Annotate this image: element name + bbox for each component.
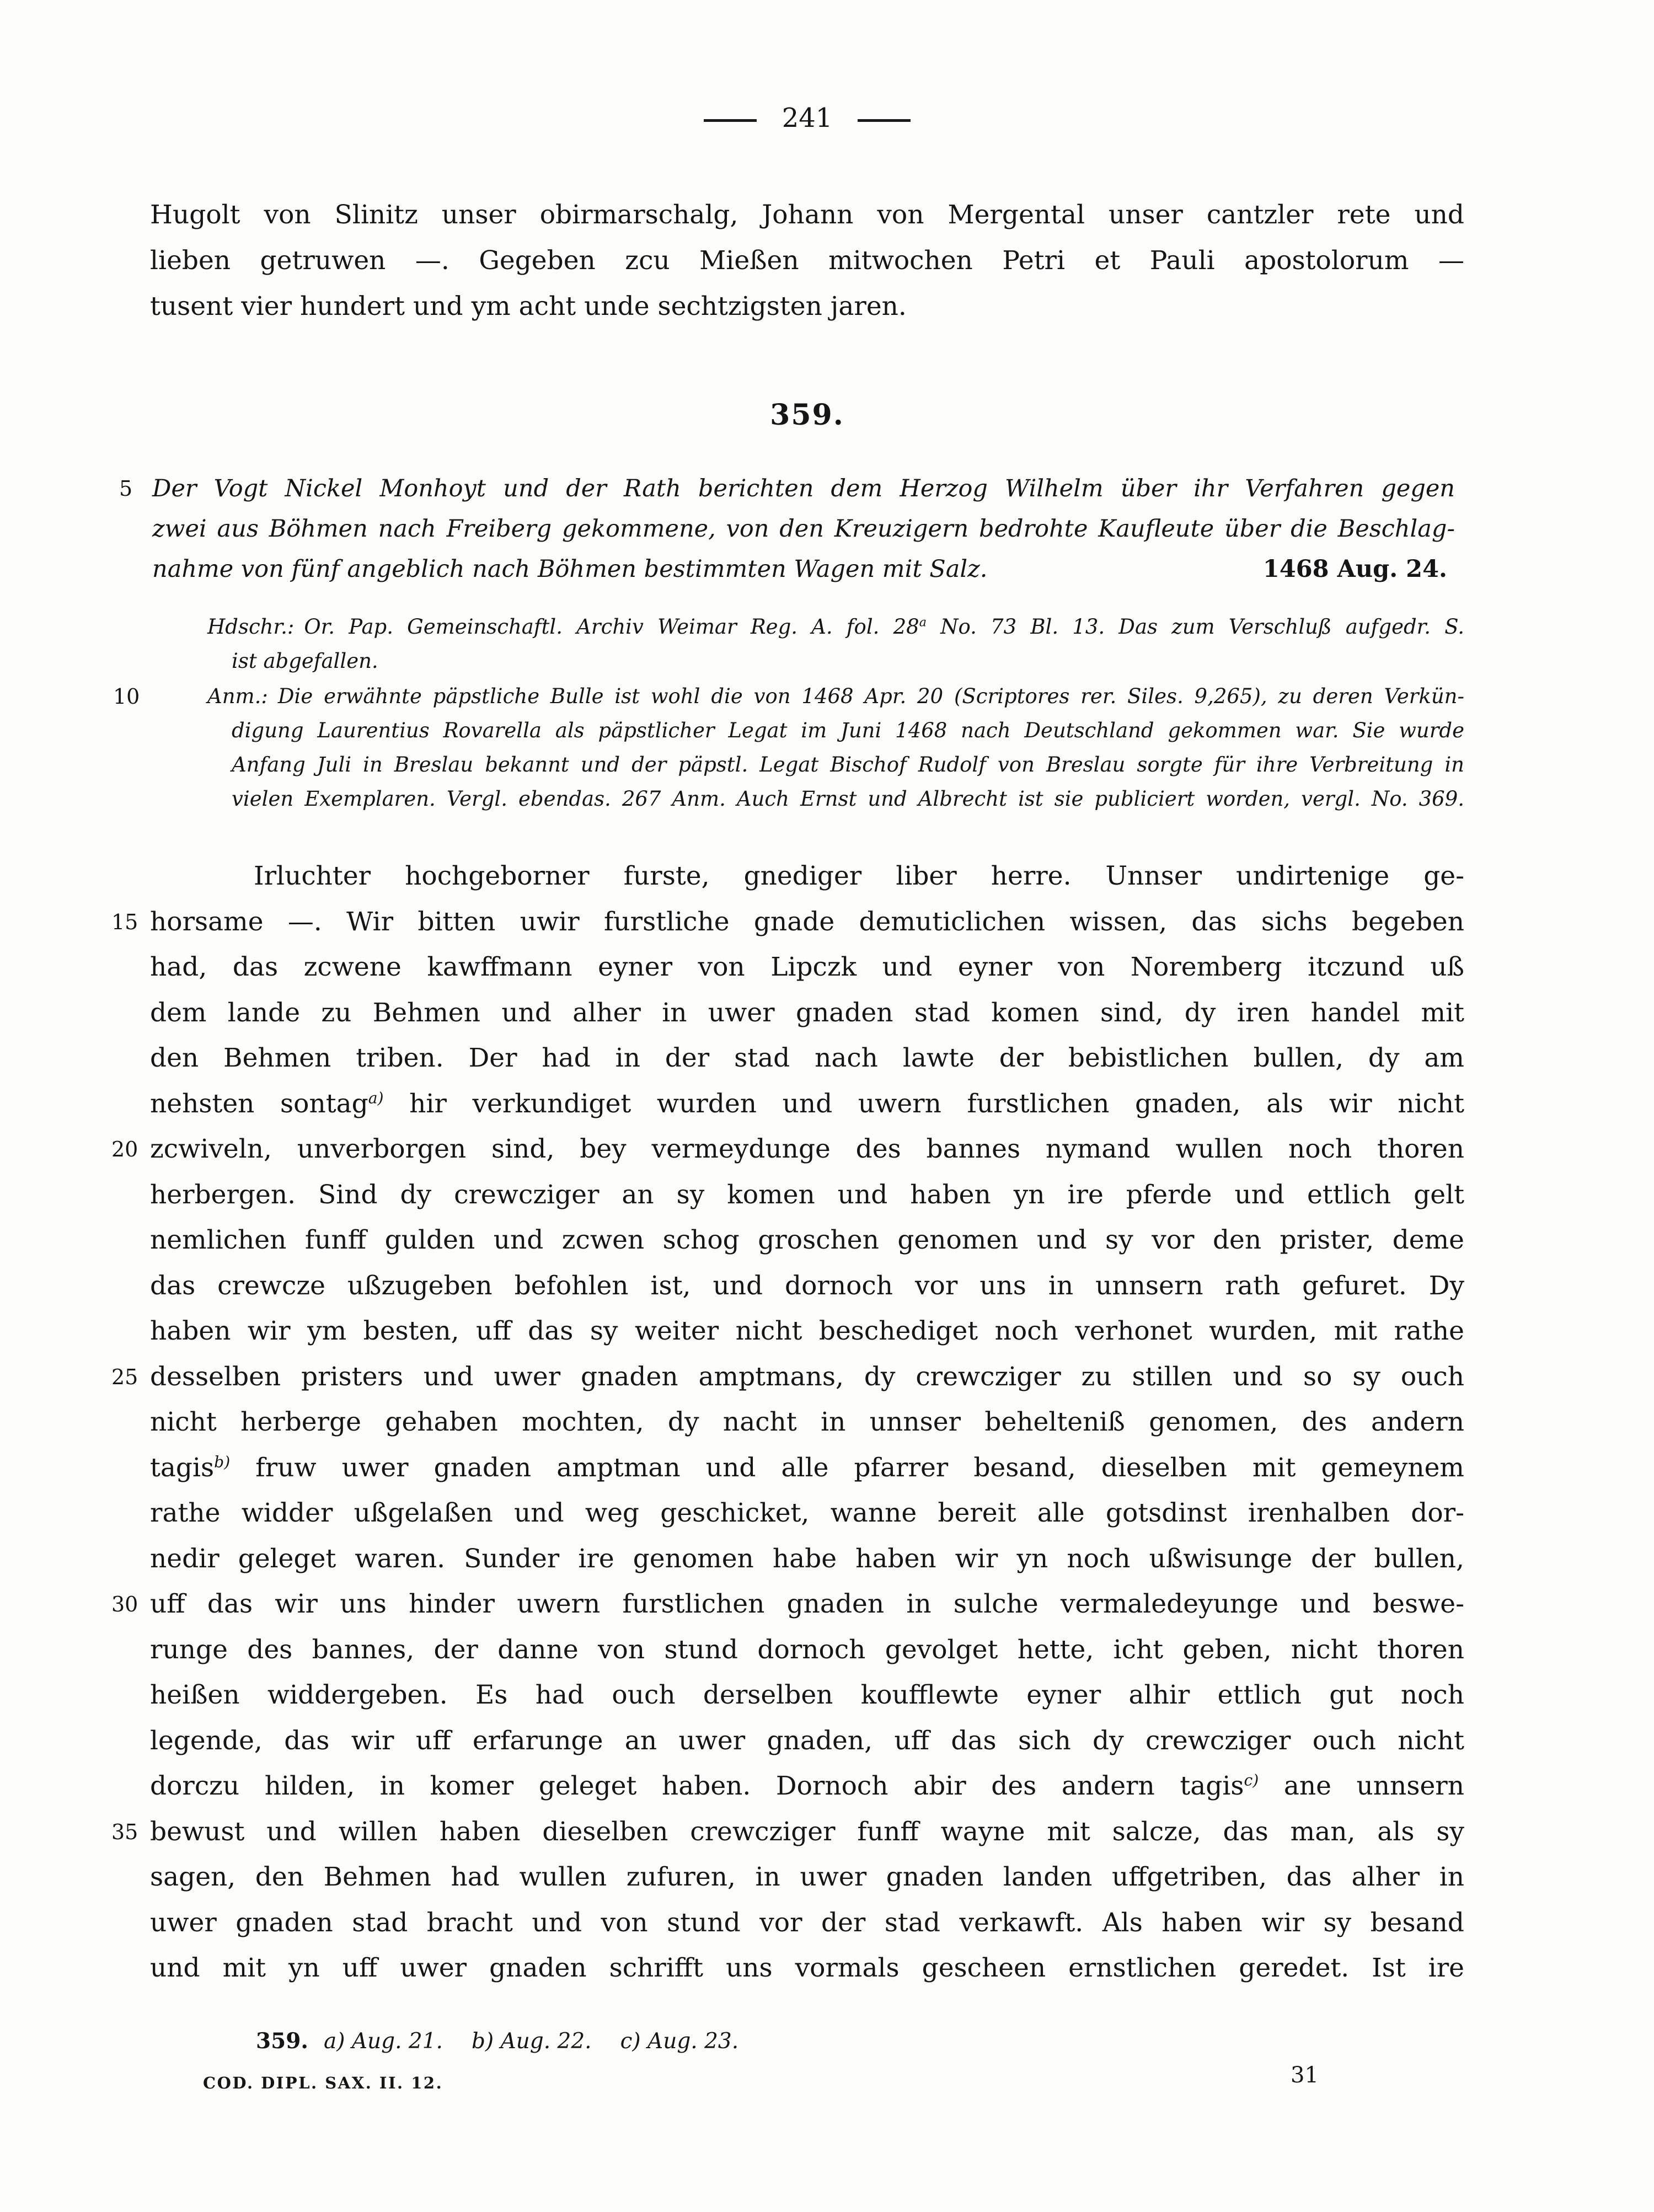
body-line-text: nemlichen funff gulden und zcwen schog groschen genomen und sy vor den prister, deme: [150, 1225, 1464, 1255]
margin-line-number: 35: [111, 1819, 138, 1844]
body-line: [150, 1764, 1464, 1809]
footnote-superscript: c): [1244, 1771, 1259, 1790]
body-line-text: legende, das wir uff erfarunge an uwer gnaden, uff das sich dy crewcziger ouch nicht: [150, 1725, 1464, 1756]
body-line: [150, 1627, 1464, 1673]
body-line-text: den Behmen triben. Der had in der stad nach lawte der bebistlichen bullen, dy am: [150, 1043, 1464, 1073]
footnote-item-b: b) Aug. 22.: [471, 2029, 592, 2054]
body-line-text: dorczu hilden, in komer geleget haben. Dornoch abir des andern tagis: [150, 1771, 1244, 1801]
annotation-line: [207, 714, 1464, 748]
summary-line: [119, 469, 1455, 509]
annotation-line: [207, 748, 1464, 782]
intro-line: [150, 192, 1464, 238]
footnote-item-a: a) Aug. 21.: [324, 2029, 443, 2054]
intro-line: [150, 238, 1464, 283]
source-note-text: Or. Pap. Gemeinschaftl. Archiv Weimar Reg. A. fol. 28: [304, 615, 919, 639]
annotation-label: Anm.:: [207, 684, 268, 708]
body-line: [111, 1809, 1464, 1855]
body-line-text: nehsten sontag: [150, 1088, 368, 1119]
series-imprint: COD. DIPL. SAX. II. 12.: [203, 2074, 443, 2092]
body-line-text: zcwiveln, unverborgen sind, bey vermeydunge des bannes nymand wullen noch thoren: [150, 1134, 1464, 1164]
summary-line-text: nahme von fünf angeblich nach Böhmen bestimmten Wagen mit Salz.: [152, 555, 988, 583]
body-line: [150, 1400, 1464, 1445]
body-line-text: fruw uwer gnaden amptman und alle pfarrer besand, dieselben mit gemeynem: [230, 1452, 1464, 1483]
body-line-text: tagis: [150, 1452, 215, 1483]
body-line-text: desselben pristers und uwer gnaden amptmans, dy crewcziger zu stillen und so sy ouch: [150, 1361, 1464, 1392]
sheet-signature-number: 31: [1291, 2063, 1319, 2088]
footnote-entry-number: 359.: [256, 2028, 308, 2054]
body-line-text: dem lande zu Behmen und alher in uwer gnaden stad komen sind, dy iren handel mit: [150, 997, 1464, 1028]
body-line: [150, 854, 1464, 899]
annotation-note: [113, 679, 1464, 816]
margin-line-number: 20: [111, 1137, 138, 1161]
entry-summary: [119, 469, 1455, 590]
body-line: [150, 1172, 1464, 1218]
annotation-text: vielen Exemplaren. Vergl. ebendas. 267 Anm. Auch Ernst und Albrecht ist sie publiciert worden, vergl. No. 369.: [232, 787, 1464, 811]
intro-line: [150, 283, 1464, 329]
body-line-text: das crewcze ußzugeben befohlen ist, und dornoch vor uns in unnsern rath gefuret. Dy: [150, 1270, 1464, 1301]
summary-line-text: Der Vogt Nickel Monhoyt und der Rath berichten dem Herzog Wilhelm über ihr Verfahren gegen: [152, 475, 1455, 502]
page-number-rule-left: [704, 119, 757, 122]
intro-line-text: lieben getruwen —. Gegeben zcu Mießen mitwochen Petri et Pauli apostolorum —: [150, 245, 1464, 276]
body-line: [150, 945, 1464, 990]
body-line: [150, 1673, 1464, 1718]
entry-number-heading: 359.: [770, 398, 844, 432]
footnote-superscript: b): [214, 1452, 231, 1471]
body-line: [150, 1855, 1464, 1900]
margin-line-number: 5: [119, 476, 133, 501]
body-line-text: horsame —. Wir bitten uwir furstliche gnade demuticlichen wissen, das sichs begeben: [150, 906, 1464, 937]
body-line-text: Irluchter hochgeborner furste, gnediger liber herre. Unnser undirtenige ge-: [254, 861, 1464, 891]
body-line-text: had, das zcwene kawffmann eyner von Lipczk und eyner von Noremberg itczund uß: [150, 952, 1464, 982]
source-note-text: No. 73 Bl. 13. Das zum Verschluß aufgedr. S.: [926, 615, 1464, 639]
annotation-text: Anfang Juli in Breslau bekannt und der päpstl. Legat Bischof Rudolf von Breslau sorgte für ihre Verbreitung in: [232, 753, 1464, 776]
body-line: [111, 1354, 1464, 1400]
body-line: [150, 1718, 1464, 1764]
body-line-text: uff das wir uns hinder uwern furstlichen gnaden in sulche vermaledeyunge und beswe-: [150, 1589, 1464, 1619]
body-line: [150, 1946, 1464, 1991]
annotation-line: [207, 782, 1464, 816]
footnote-line: [256, 2028, 767, 2054]
body-line-text: uwer gnaden stad bracht und von stund vor der stad verkawft. Als haben wir sy besand: [150, 1907, 1464, 1938]
footnote-superscript: a: [919, 615, 927, 630]
body-line-text: rathe widder ußgelaßen und weg geschicket, wanne bereit alle gotsdinst irenhalben dor-: [150, 1498, 1464, 1528]
body-line-text: sagen, den Behmen had wullen zufuren, in uwer gnaden landen uffgetriben, das alher in: [150, 1862, 1464, 1892]
body-line-text: und mit yn uff uwer gnaden schrifft uns vormals gescheen ernstlichen geredet. Ist ire: [150, 1953, 1464, 1983]
body-line: [111, 1127, 1464, 1172]
summary-line: [152, 549, 1455, 590]
body-line-text: haben wir ym besten, uff das sy weiter nicht beschediget noch verhonet wurden, mit rathe: [150, 1316, 1464, 1346]
intro-paragraph: [150, 192, 1464, 329]
body-line: [150, 1218, 1464, 1263]
body-line-text: herbergen. Sind dy crewcziger an sy komen und haben yn ire pferde und ettlich gelt: [150, 1179, 1464, 1210]
body-line: [111, 1582, 1464, 1627]
body-line-text: bewust und willen haben dieselben crewcziger funff wayne mit salcze, das man, als sy: [150, 1816, 1464, 1847]
footnote-item-c: c) Aug. 23.: [620, 2029, 739, 2054]
annotation-text: Die erwähnte päpstliche Bulle ist wohl die von 1468 Apr. 20 (Scriptores rer. Siles. 9,265), zu deren Verkün-: [277, 684, 1464, 708]
body-line-text: runge des bannes, der danne von stund dornoch gevolget hette, icht geben, nicht thoren: [150, 1634, 1464, 1665]
footnote-superscript: a): [368, 1088, 384, 1107]
entry-date: 1468 Aug. 24.: [1262, 555, 1447, 583]
body-line: [111, 899, 1464, 945]
source-note-text: ist abgefallen.: [232, 649, 378, 673]
annotation-line: [113, 679, 1464, 714]
intro-line-text: tusent vier hundert und ym acht unde sechtzigsten jaren.: [150, 291, 907, 322]
source-note-line: [207, 610, 1464, 644]
body-line-text: hir verkundiget wurden und uwern furstlichen gnaden, als wir nicht: [383, 1088, 1464, 1119]
body-line: [150, 1036, 1464, 1081]
body-line: [150, 1309, 1464, 1354]
page-number: 241: [781, 103, 833, 133]
margin-line-number: 30: [111, 1592, 138, 1616]
intro-line-text: Hugolt von Slinitz unser obirmarschalg, Johann von Mergental unser cantzler rete und: [150, 200, 1464, 230]
body-line: [150, 1491, 1464, 1536]
letter-body: [111, 854, 1464, 1991]
margin-line-number: 15: [111, 909, 138, 934]
body-line: [150, 1900, 1464, 1946]
source-note-line: [207, 644, 1464, 678]
source-note-label: Hdschr.:: [207, 615, 295, 639]
body-line-text: heißen widdergeben. Es had ouch derselben koufflewte eyner alhir ettlich gut noch: [150, 1680, 1464, 1710]
body-line: [150, 1263, 1464, 1309]
summary-line-text: zwei aus Böhmen nach Freiberg gekommene, von den Kreuzigern bedrohte Kaufleute über die Beschlag-: [152, 515, 1455, 543]
page-number-rule-right: [858, 119, 911, 122]
source-note: [207, 610, 1464, 678]
body-line-text: ane unnsern: [1259, 1771, 1464, 1801]
body-line-text: nedir geleget waren. Sunder ire genomen habe haben wir yn noch ußwisunge der bullen,: [150, 1543, 1464, 1574]
body-line: [150, 990, 1464, 1036]
margin-line-number: 25: [111, 1364, 138, 1389]
page-header: [150, 103, 1464, 133]
summary-line: [152, 509, 1455, 549]
annotation-text: digung Laurentius Rovarella als päpstlicher Legat im Juni 1468 nach Deutschland gekommen war. Sie wurde: [232, 719, 1464, 742]
body-line: [150, 1445, 1464, 1491]
body-line-text: nicht herberge gehaben mochten, dy nacht in unnser behelteniß genomen, des andern: [150, 1407, 1464, 1437]
body-line: [150, 1536, 1464, 1582]
margin-line-number: 10: [113, 684, 140, 709]
body-line: [150, 1081, 1464, 1127]
